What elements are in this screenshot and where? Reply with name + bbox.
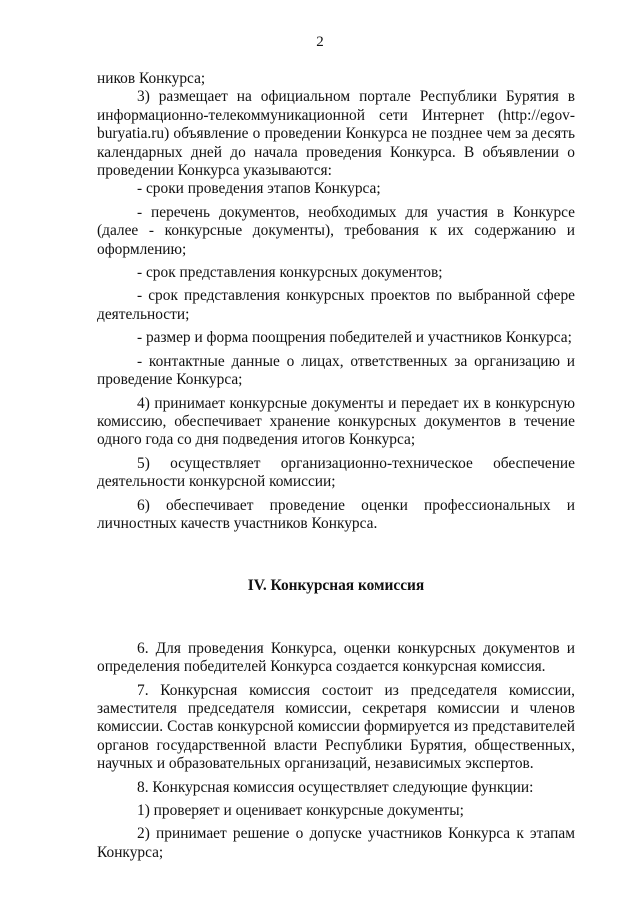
paragraph-continuation: ников Конкурса;: [97, 70, 206, 87]
document-body: [97, 70, 575, 862]
paragraph-clause-8: 8. Конкурсная комиссия осуществляет следующие функции:: [137, 778, 534, 796]
paragraph-clause-6: 6. Для проведения Конкурса, оценки конкурсных документов и определения победителей Конкурса создается конкурсная комиссия.: [97, 639, 575, 676]
paragraph-clause-7: 7. Конкурсная комиссия состоит из председателя комиссии, заместителя председателя комиссии, секретаря комиссии и членов комиссии. Состав конкурсной комиссии формируется из представителей органов государственной власти Республики Бурятия, общественных, научных и образовательных организаций, независимых экспертов.: [97, 681, 575, 773]
list-item-documents: - перечень документов, необходимых для участия в Конкурсе (далее - конкурсные документы), требования к их содержанию и оформлению;: [97, 203, 575, 258]
page-number: 2: [316, 34, 324, 50]
list-item-stages-deadlines: - сроки проведения этапов Конкурса;: [137, 180, 381, 198]
section-heading: IV. Конкурсная комиссия: [247, 577, 425, 595]
paragraph-item-3: 3) размещает на официальном портале Республики Бурятия в информационно-телекоммуникационной сети Интернет (http://egov-buryatia.ru) объявление о проведении Конкурса не позднее чем за десять календарных дней до начала проведения Конкурса. В объявлении о проведении Конкурса указываются:: [97, 88, 575, 180]
list-item-rewards: - размер и форма поощрения победителей и участников Конкурса;: [137, 329, 572, 347]
paragraph-item-5: 5) осуществляет организационно-техническое обеспечение деятельности конкурсной комиссии;: [97, 454, 575, 491]
list-item-function-1: 1) проверяет и оценивает конкурсные документы;: [137, 802, 464, 819]
paragraph-item-4: 4) принимает конкурсные документы и передает их в конкурсную комиссию, обеспечивает хранение конкурсных документов в течение одного года со дня подведения итогов Конкурса;: [97, 394, 575, 449]
list-item-projects-deadline: - срок представления конкурсных проектов по выбранной сфере деятельности;: [97, 287, 575, 323]
list-item-documents-deadline: - срок представления конкурсных документов;: [137, 264, 443, 282]
list-item-function-2: 2) принимает решение о допуске участников Конкурса к этапам Конкурса;: [97, 825, 575, 861]
list-item-contacts: - контактные данные о лицах, ответственных за организацию и проведение Конкурса;: [97, 352, 575, 389]
paragraph-item-6: 6) обеспечивает проведение оценки профессиональных и личностных качеств участников Конкурса.: [97, 496, 575, 532]
